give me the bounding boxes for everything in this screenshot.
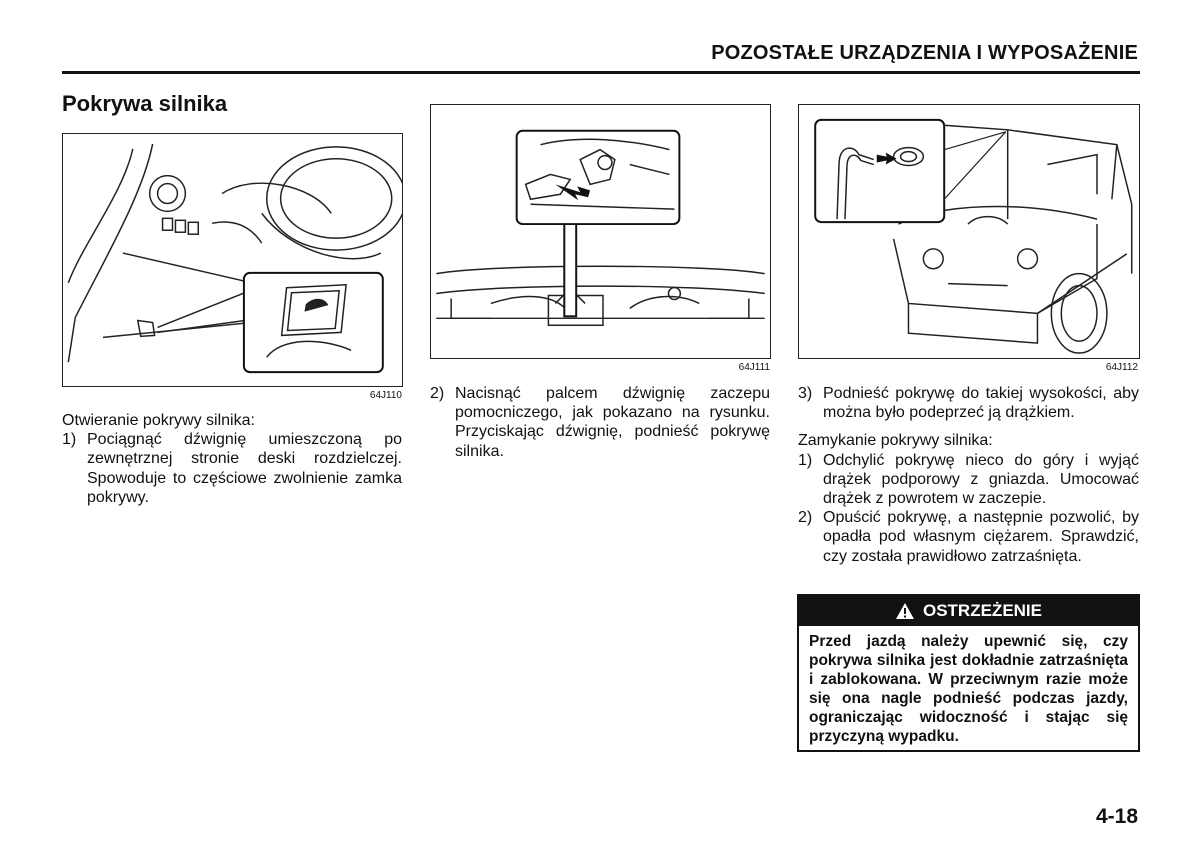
closing-intro: Zamykanie pokrywy silnika: <box>798 432 993 450</box>
step-text: Pociągnąć dźwignię umieszczoną po zewnętrznej stronie deski rozdzielczej. Spowoduje to częściowe zwolnienie zamka pokrywy. <box>87 431 402 506</box>
secondary-latch-illustration <box>431 105 770 358</box>
step-text: Odchylić pokrywę nieco do góry i wyjąć drążek podporowy z gniazda. Umocować drążek z powrotem w zaczepie. <box>823 451 1139 508</box>
step-number: 2) <box>430 385 445 402</box>
step-number: 3) <box>798 385 813 402</box>
figure-hood-release-lever <box>62 133 403 387</box>
header-rule <box>62 71 1140 74</box>
warning-header <box>799 596 1138 626</box>
figure-code: 64J110 <box>369 390 402 401</box>
step-text: Opuścić pokrywę, a następnie pozwolić, by opadła pod własnym ciężarem. Sprawdzić, czy została prawidłowo zatrzaśnięta. <box>823 509 1139 565</box>
warning-box <box>797 594 1140 752</box>
warning-text: Przed jazdą należy upewnić się, czy pokrywa silnika jest dokładnie zatrzaśnięta i zablokowana. W przeciwnym razie może się ona nagle podnieść podczas jazdy, ograniczając widoczność i stając się przyczyną wypadku. <box>809 633 1128 745</box>
opening-step-2 <box>430 384 770 461</box>
step-text: Podnieść pokrywę do takiej wysokości, aby można było podeprzeć ją drążkiem. <box>823 385 1139 422</box>
opening-step-1 <box>62 430 402 507</box>
warning-triangle-icon <box>895 602 915 620</box>
step-text: Nacisnąć palcem dźwignię zaczepu pomocniczego, jak pokazano na rysunku. Przyciskając dźwignię, podnieść pokrywę silnika. <box>455 385 770 460</box>
section-title: Pokrywa silnika <box>62 91 228 116</box>
hood-release-lever-illustration <box>63 134 402 386</box>
column-2-text <box>430 384 770 461</box>
hood-prop-rod-illustration <box>799 105 1139 358</box>
closing-step-2 <box>798 508 1139 566</box>
column-1-text <box>62 411 402 507</box>
opening-intro: Otwieranie pokrywy silnika: <box>62 412 255 429</box>
closing-step-1 <box>798 451 1139 509</box>
step-number: 1) <box>62 431 77 449</box>
figure-secondary-latch <box>430 104 771 359</box>
running-header: POZOSTAŁE URZĄDZENIA I WYPOSAŻENIE <box>711 42 1138 64</box>
step-number: 1) <box>798 451 813 469</box>
page-number: 4-18 <box>1095 805 1138 828</box>
warning-title: OSTRZEŻENIE <box>922 601 1042 620</box>
column-3-text <box>798 384 1139 566</box>
opening-step-3 <box>798 384 1139 422</box>
figure-code: 64J111 <box>738 362 770 373</box>
step-number: 2) <box>798 509 813 527</box>
figure-hood-prop-rod <box>798 104 1140 359</box>
figure-code: 64J112 <box>1105 362 1138 373</box>
